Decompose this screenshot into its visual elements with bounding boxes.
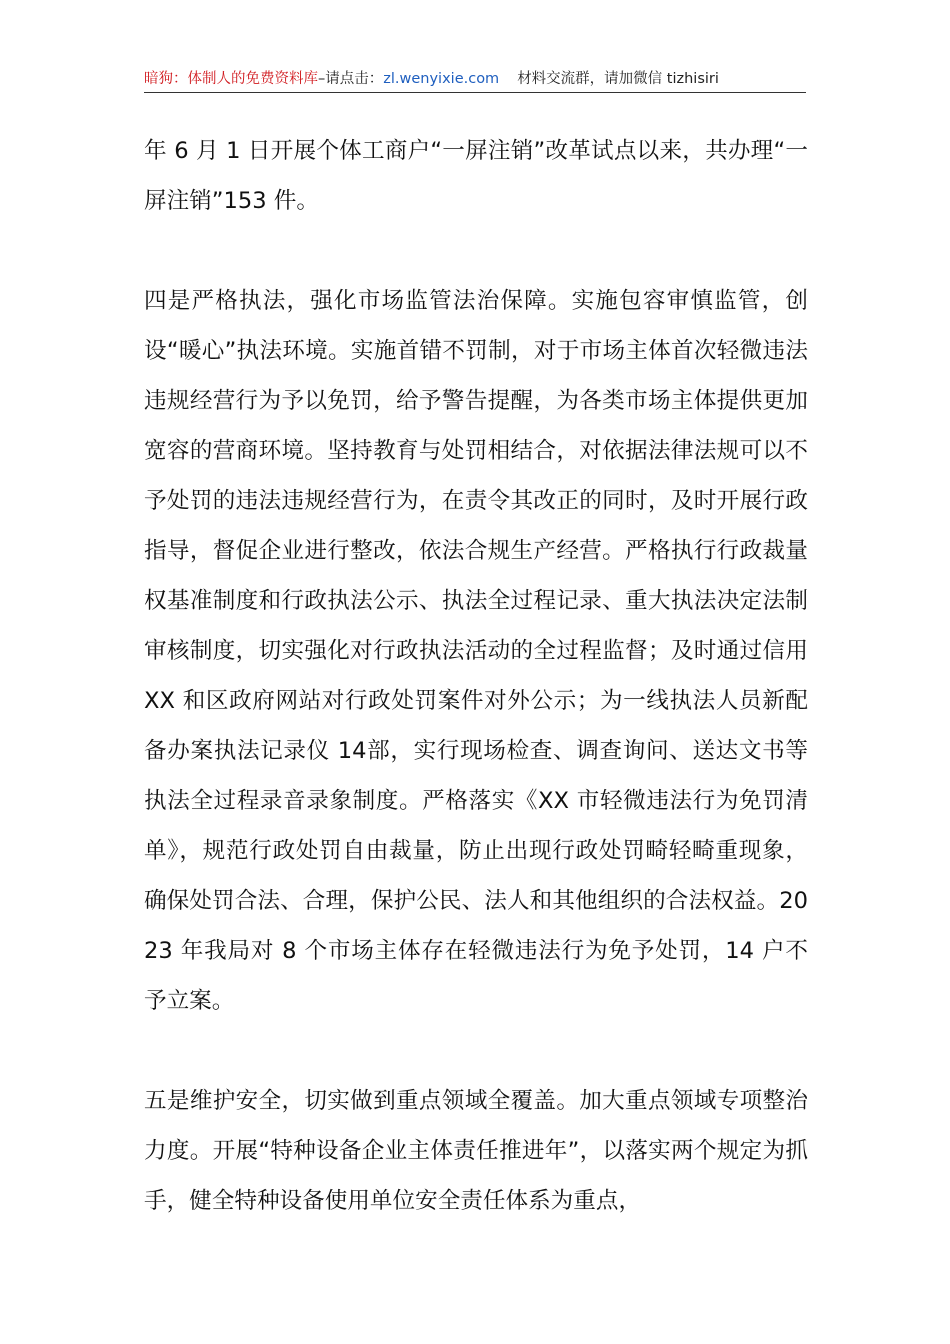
paragraph-3: 五是维护安全，切实做到重点领域全覆盖。加大重点领域专项整治力度。开展“特种设备企业主体责任推进年”，以落实两个规定为抓手，健全特种设备使用单位安全责任体系为重点， [144, 1088, 808, 1214]
paragraph-2: 四是严格执法，强化市场监管法治保障。实施包容审慎监管，创设“暖心”执法环境。实施首错不罚制，对于市场主体首次轻微违法违规经营行为予以免罚，给予警告提醒，为各类市场主体提供更加宽容的营商环境。坚持教育与处罚相结合，对依据法律法规可以不予处罚的违法违规经营行为，在责令其改正的同时，及时开展行政指导，督促企业进行整改，依法合规生产经营。严格执行行政裁量权基准制度和行政执法公示、执法全过程记录、重大执法决定法制审核制度，切实强化对行政执法活动的全过程监督；及时通过信用 XX 和区政府网站对行政处罚案件对外公示；为一线执法人员新配备办案执法记录仪 14部，实行现场检查、调查询问、送达文书等执法全过程录音录象制度。严格落实《XX 市轻微违法行为免罚清单》，规范行政处罚自由裁量，防止出现行政处罚畸轻畸重现象，确保处罚合法、合理，保护公民、法人和其他组织的合法权益。2023 年我局对 8 个市场主体存在轻微违法行为免予处罚，14 户不予立案。 [144, 288, 808, 1014]
page-header [144, 66, 806, 93]
header-prompt: –请点击： [318, 71, 384, 87]
header-brand: 暗狗：体制人的免费资料库 [144, 71, 318, 87]
document-body [144, 126, 808, 1226]
header-link[interactable]: zl.wenyixie.com [383, 71, 500, 87]
paragraph-1: 年 6 月 1 日开展个体工商户“一屏注销”改革试点以来，共办理“一屏注销”153 件。 [144, 138, 808, 214]
header-wechat-note: 材料交流群，请加微信 tizhisiri [517, 71, 719, 87]
